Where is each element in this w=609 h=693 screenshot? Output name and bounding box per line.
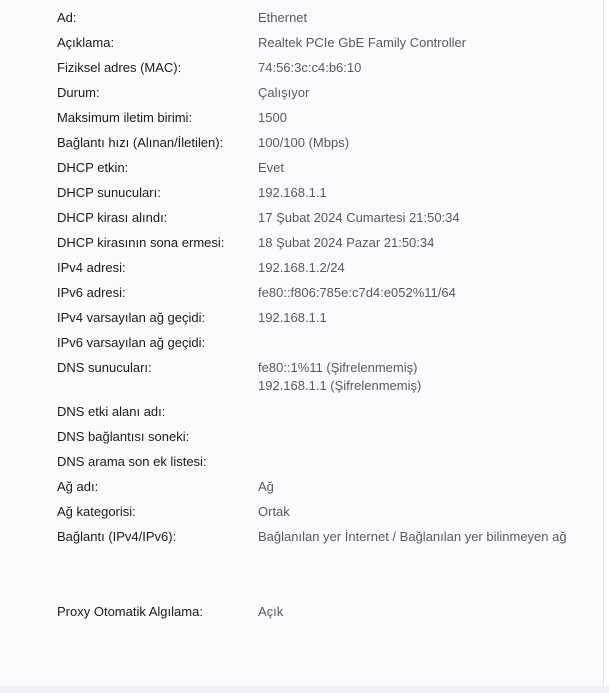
property-label: Ağ adı:: [57, 479, 99, 494]
property-value[interactable]: 192.168.1.2/24: [258, 260, 345, 275]
property-row-connectivity: [57, 528, 602, 603]
property-label: Açıklama:: [57, 35, 115, 50]
property-row-dhcp-enabled: [57, 159, 602, 184]
property-label: Ağ kategorisi:: [57, 504, 136, 519]
property-row-network-category: [57, 503, 602, 528]
bottom-divider: [0, 686, 609, 693]
property-label: DNS bağlantısı soneki:: [57, 429, 190, 444]
property-label: DNS etki alanı adı:: [57, 404, 166, 419]
property-value[interactable]: Bağlanılan yer İnternet / Bağlanılan yer bilinmeyen ağ: [258, 529, 567, 544]
property-label: DHCP kirası alındı:: [57, 210, 168, 225]
property-value[interactable]: Açık: [258, 604, 284, 619]
property-value[interactable]: Çalışıyor: [258, 85, 310, 100]
property-row-dns-search-list: [57, 453, 602, 478]
properties-list: [57, 9, 602, 628]
property-value[interactable]: 17 Şubat 2024 Cumartesi 21:50:34: [258, 210, 460, 225]
property-label: IPv4 adresi:: [57, 260, 126, 275]
property-value[interactable]: [258, 359, 602, 395]
property-value[interactable]: 74:56:3c:c4:b6:10: [258, 60, 362, 75]
property-label: DHCP sunucuları:: [57, 185, 161, 200]
property-row-mtu: [57, 109, 602, 134]
property-label: Fiziksel adres (MAC):: [57, 60, 182, 75]
property-label: DHCP etkin:: [57, 160, 129, 175]
property-label: Durum:: [57, 85, 100, 100]
property-row-network-name: [57, 478, 602, 503]
property-value[interactable]: Ağ: [258, 479, 274, 494]
property-row-proxy-auto-detect: [57, 603, 602, 628]
property-value[interactable]: Evet: [258, 160, 285, 175]
property-label: IPv6 adresi:: [57, 285, 126, 300]
property-label: DNS sunucuları:: [57, 360, 152, 375]
property-row-status: [57, 84, 602, 109]
property-value[interactable]: 100/100 (Mbps): [258, 135, 350, 150]
property-row-dns-suffix: [57, 428, 602, 453]
property-row-dns-domain: [57, 403, 602, 428]
property-row-ipv6-gateway: [57, 334, 602, 359]
property-label: Bağlantı hızı (Alınan/İletilen):: [57, 135, 224, 150]
property-row-dns-servers: [57, 359, 602, 403]
dns-server-line: 192.168.1.1 (Şifrelenmemiş): [258, 378, 422, 393]
property-label: DNS arama son ek listesi:: [57, 454, 207, 469]
property-row-ipv6-address: [57, 284, 602, 309]
property-label: Proxy Otomatik Algılama:: [57, 604, 203, 619]
property-row-dhcp-servers: [57, 184, 602, 209]
property-label: Maksimum iletim birimi:: [57, 110, 193, 125]
property-row-ipv4-gateway: [57, 309, 602, 334]
property-value[interactable]: 1500: [258, 110, 287, 125]
property-row-link-speed: [57, 134, 602, 159]
property-label: Bağlantı (IPv4/IPv6):: [57, 529, 177, 544]
property-value[interactable]: Ethernet: [258, 10, 308, 25]
property-label: IPv6 varsayılan ağ geçidi:: [57, 335, 206, 350]
dns-server-line: fe80::1%11 (Şifrelenmemiş): [258, 360, 418, 375]
property-row-lease-obtained: [57, 209, 602, 234]
property-value[interactable]: Ortak: [258, 504, 290, 519]
property-row-name: [57, 9, 602, 34]
property-label: DHCP kirasının sona ermesi:: [57, 235, 225, 250]
property-label: Ad:: [57, 10, 77, 25]
property-label: IPv4 varsayılan ağ geçidi:: [57, 310, 206, 325]
property-row-description: [57, 34, 602, 59]
property-row-lease-expires: [57, 234, 602, 259]
property-value[interactable]: 18 Şubat 2024 Pazar 21:50:34: [258, 235, 435, 250]
property-value[interactable]: Realtek PCIe GbE Family Controller: [258, 35, 467, 50]
property-value[interactable]: fe80::f806:785e:c7d4:e052%11/64: [258, 285, 456, 300]
property-value[interactable]: 192.168.1.1: [258, 185, 327, 200]
property-value[interactable]: 192.168.1.1: [258, 310, 327, 325]
property-row-ipv4-address: [57, 259, 602, 284]
property-row-mac-address: [57, 59, 602, 84]
